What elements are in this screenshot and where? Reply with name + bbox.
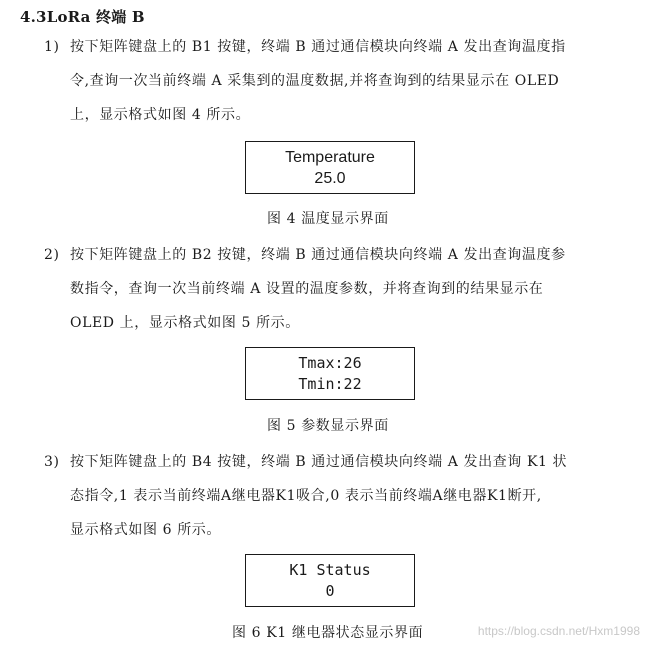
list-item-2-line-3: OLED 上，显示格式如图 5 所示。 [70,315,300,331]
list-item-2 [44,238,604,340]
list-item-1-line-3: 上，显示格式如图 4 所示。 [70,107,251,123]
oled-display-parameters [245,347,415,400]
list-item-3-line-3: 显示格式如图 6 所示。 [70,522,222,538]
display-line-1: Temperature [285,148,375,166]
display-line-2: Tmin:22 [298,374,362,393]
list-item-3-line-1: 3) 按下矩阵键盘上的 B4 按键，终端 B 通过通信模块向终端 A 发出查询 K1 状 [44,445,604,479]
list-item-3-number: 3) [44,454,60,470]
oled-display-temperature [245,141,415,194]
list-item-3 [44,445,604,547]
section-title: 4.3LoRa 终端 B [20,8,145,26]
display-line-1: Tmax:26 [298,353,362,372]
figure-6-caption: 图 6 K1 继电器状态显示界面 [232,625,424,641]
display-line-2: 0 [325,581,335,600]
list-item-3-line-2: 态指令,1 表示当前终端A继电器K1吸合,0 表示当前终端A继电器K1断开, [70,488,542,504]
list-item-1-line-2: 令,查询一次当前终端 A 采集到的温度数据,并将查询到的结果显示在 OLED [70,73,560,89]
list-item-2-number: 2) [44,247,60,263]
oled-display-k1-status [245,554,415,607]
list-item-1-line-1: 1) 按下矩阵键盘上的 B1 按键，终端 B 通过通信模块向终端 A 发出查询温度指 [44,30,604,64]
list-item-2-line-2: 数指令，查询一次当前终端 A 设置的温度参数，并将查询到的结果显示在 [70,281,544,297]
display-line-1: K1 Status [289,560,371,579]
figure-4-caption: 图 4 温度显示界面 [267,211,389,227]
watermark: https://blog.csdn.net/Hxm1998 [477,624,640,638]
display-line-2: 25.0 [314,169,346,187]
list-item-1 [44,30,604,132]
figure-5-caption: 图 5 参数显示界面 [267,418,389,434]
list-item-2-line-1: 2) 按下矩阵键盘上的 B2 按键，终端 B 通过通信模块向终端 A 发出查询温度参 [44,238,604,272]
list-item-1-number: 1) [44,39,60,55]
